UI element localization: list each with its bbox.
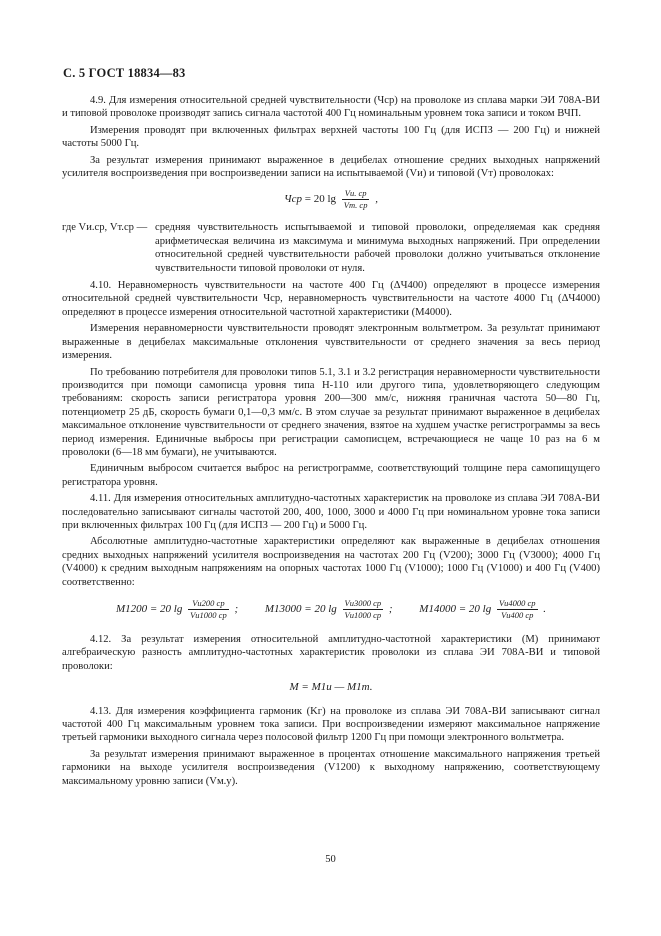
formula-denominator: Vт. ср xyxy=(343,200,368,211)
formula-eq: = 20 lg xyxy=(304,193,336,206)
formula-numerator: Vи. ср xyxy=(342,188,370,200)
paragraph-4-12: 4.12. За результат измерения относительной амплитудно-частотной характеристики (M) принимают алгебраическую разность амплитудно-частотных характеристик проволоки из сплава ЭИ 708А-ВИ и типовой проволоки: xyxy=(62,634,600,672)
paragraph-filters: Измерения проводят при включенных фильтрах верхней частоты 100 Гц (для ИСПЗ — 200 Гц) и нижней частоты 5000 Гц. xyxy=(62,124,600,150)
where-clause xyxy=(62,221,600,275)
formula-m4000-sep: . xyxy=(543,603,547,616)
formula-m4000-den: Vи400 ср xyxy=(501,610,534,620)
formula-m200-sep: ; xyxy=(234,603,239,616)
formula-m3000-sep: ; xyxy=(388,603,393,616)
formula-difference: M = M1и — M1т. xyxy=(289,681,373,694)
formula-m4000 xyxy=(419,598,546,621)
paragraph-4-9: 4.9. Для измерения относительной средней чувствительности (Чср) на проволоке из сплава марки ЭИ 708А-ВИ и типовой проволоке производят запись сигнала частотой 400 Гц номинальным уровнем тока записи и током ВЧП. xyxy=(62,95,600,120)
paragraph-4-11: 4.11. Для измерения относительных амплитудно-частотных характеристик на проволоке из сплава ЭИ 708А-ВИ последовательно записывают сигналы частотой 200, 400, 1000, 3000 и 4000 Гц при номинальном уровне тока записи при включенных фильтрах 100 Гц (для ИСПЗ — 200 Гц) и 5000 Гц. xyxy=(62,493,600,531)
paragraph-result: За результат измерения принимают выраженное в децибелах отношение средних выходных напряжений усилителя воспроизведения при воспроизведении записи на испытываемой (Vи) и типовой (Vт) проволоках: xyxy=(62,154,600,180)
paragraph-4-13: 4.13. Для измерения коэффициента гармоник (Kг) на проволоке из сплава ЭИ 708А-ВИ записывают сигнал частотой 400 Гц максимальным уровнем тока записи. При воспроизведении измеряют максимальное напряжение третьей гармоники выходного сигнала через полосовой фильтр 1200 Гц при помощи электронного вольтметра. xyxy=(62,705,600,744)
page-header: С. 5 ГОСТ 18834—83 xyxy=(63,66,186,80)
body-text xyxy=(62,94,600,791)
formula-lhs: Чср xyxy=(284,193,302,206)
formula-m200-lhs: M1200 xyxy=(115,603,148,616)
formula-fraction xyxy=(342,188,370,211)
formula-m3000 xyxy=(265,598,393,621)
formula-m4000-fraction xyxy=(497,598,538,621)
formula-sensitivity xyxy=(62,188,600,211)
formula-m3000-eq: = 20 lg xyxy=(304,603,337,616)
formula-m3000-den: Vи1000 ср xyxy=(344,610,382,620)
paragraph-4-10: 4.10. Неравномерность чувствительности на частоте 400 Гц (ΔЧ400) определяют в процессе измерения относительной средней чувствительности Чср, неравномерность чувствительности на частоте 4000 Гц (ΔЧ4000) определяют в процессе измерения относительной частотной характеристики (M4000). xyxy=(62,280,600,318)
formula-m200-fraction xyxy=(188,598,229,621)
formula-m200-den: Vи1000 ср xyxy=(190,610,227,620)
paragraph-abs: Абсолютные амплитудно-частотные характеристики определяют как выраженные в децибелах отношения средних выходных напряжений усилителя воспроизведения на частотах 200 Гц (V200); 3000 Гц (V3000); 4000 Гц (V4000) к средним выходным напряжениям на опорных частотах 1000 Гц (V1000); 1000 Гц (V1000) и 400 Гц (V400) соответственно: xyxy=(62,536,600,588)
paragraph-final: За результат измерения принимают выраженное в процентах отношение максимального напряжения третьей гармоники на выходе усилителя воспроизведения (V1200) к выходному напряжению, соответствующему максимальному уровню записи (Vм.у). xyxy=(62,748,600,787)
formula-frequency-response xyxy=(62,598,600,621)
formula-m3000-lhs: M13000 xyxy=(264,603,302,616)
formula-m3000-fraction xyxy=(343,598,384,621)
paragraph-request: По требованию потребителя для проволоки типов 5.1, 3.1 и 3.2 регистрация неравномерности чувствительности производится при помощи самописца уровня типа Н-110 или другого типа, удовлетворяющего следующим требованиям: скорость записи регистратора уровня 200—300 мм/с, нижняя граничная частота 50—80 Гц, потенциометр 25 дБ, скорость бумаги 0,1—0,3 мм/с. В этом случае за результат принимают выраженное в децибелах максимальное отклонение чувствительности от среднего значения, взятое на худшем участке регистрограммы за весь период измерения. Единичные выбросы при регистрации самописцем, встречающиеся не чаще 10 раз на 6 м проволоки (6—18 мм бумаги), не учитываются. xyxy=(62,366,600,458)
paragraph-uneven: Измерения неравномерности чувствительности проводят электронным вольтметром. За результат принимают выраженные в децибелах максимальные отклонения чувствительности от среднего значения за весь период измерения. xyxy=(62,323,600,362)
formula-m200-num: Vи200 ср xyxy=(188,598,229,610)
paragraph-single: Единичным выбросом считается выброс на регистрограмме, соответствующий толщине пера самопищущего регистратора уровня. xyxy=(62,463,600,488)
formula-m3000-num: Vи3000 ср xyxy=(344,598,382,608)
formula-m4000-lhs: M14000 xyxy=(419,603,456,616)
formula-m200-eq: = 20 lg xyxy=(149,603,183,616)
formula-m4000-num: Vи4000 ср xyxy=(498,598,536,608)
formula-m4000-eq: = 20 lg xyxy=(458,603,492,616)
where-label: где Vи.ср, Vт.ср — xyxy=(62,222,148,234)
formula-m200 xyxy=(116,598,238,621)
where-text: средняя чувствительность испытываемой и типовой проволоки, определяемая как средняя арифметическая величина из максимума и минимума выходных напряжений. При определении относительной средней чувствительности рабочей проволоки должно учитываться отклонение чувствительности типовой проволоки от нуля. xyxy=(155,222,600,274)
page-number: 50 xyxy=(325,854,336,865)
formula-tail: , xyxy=(375,193,378,206)
